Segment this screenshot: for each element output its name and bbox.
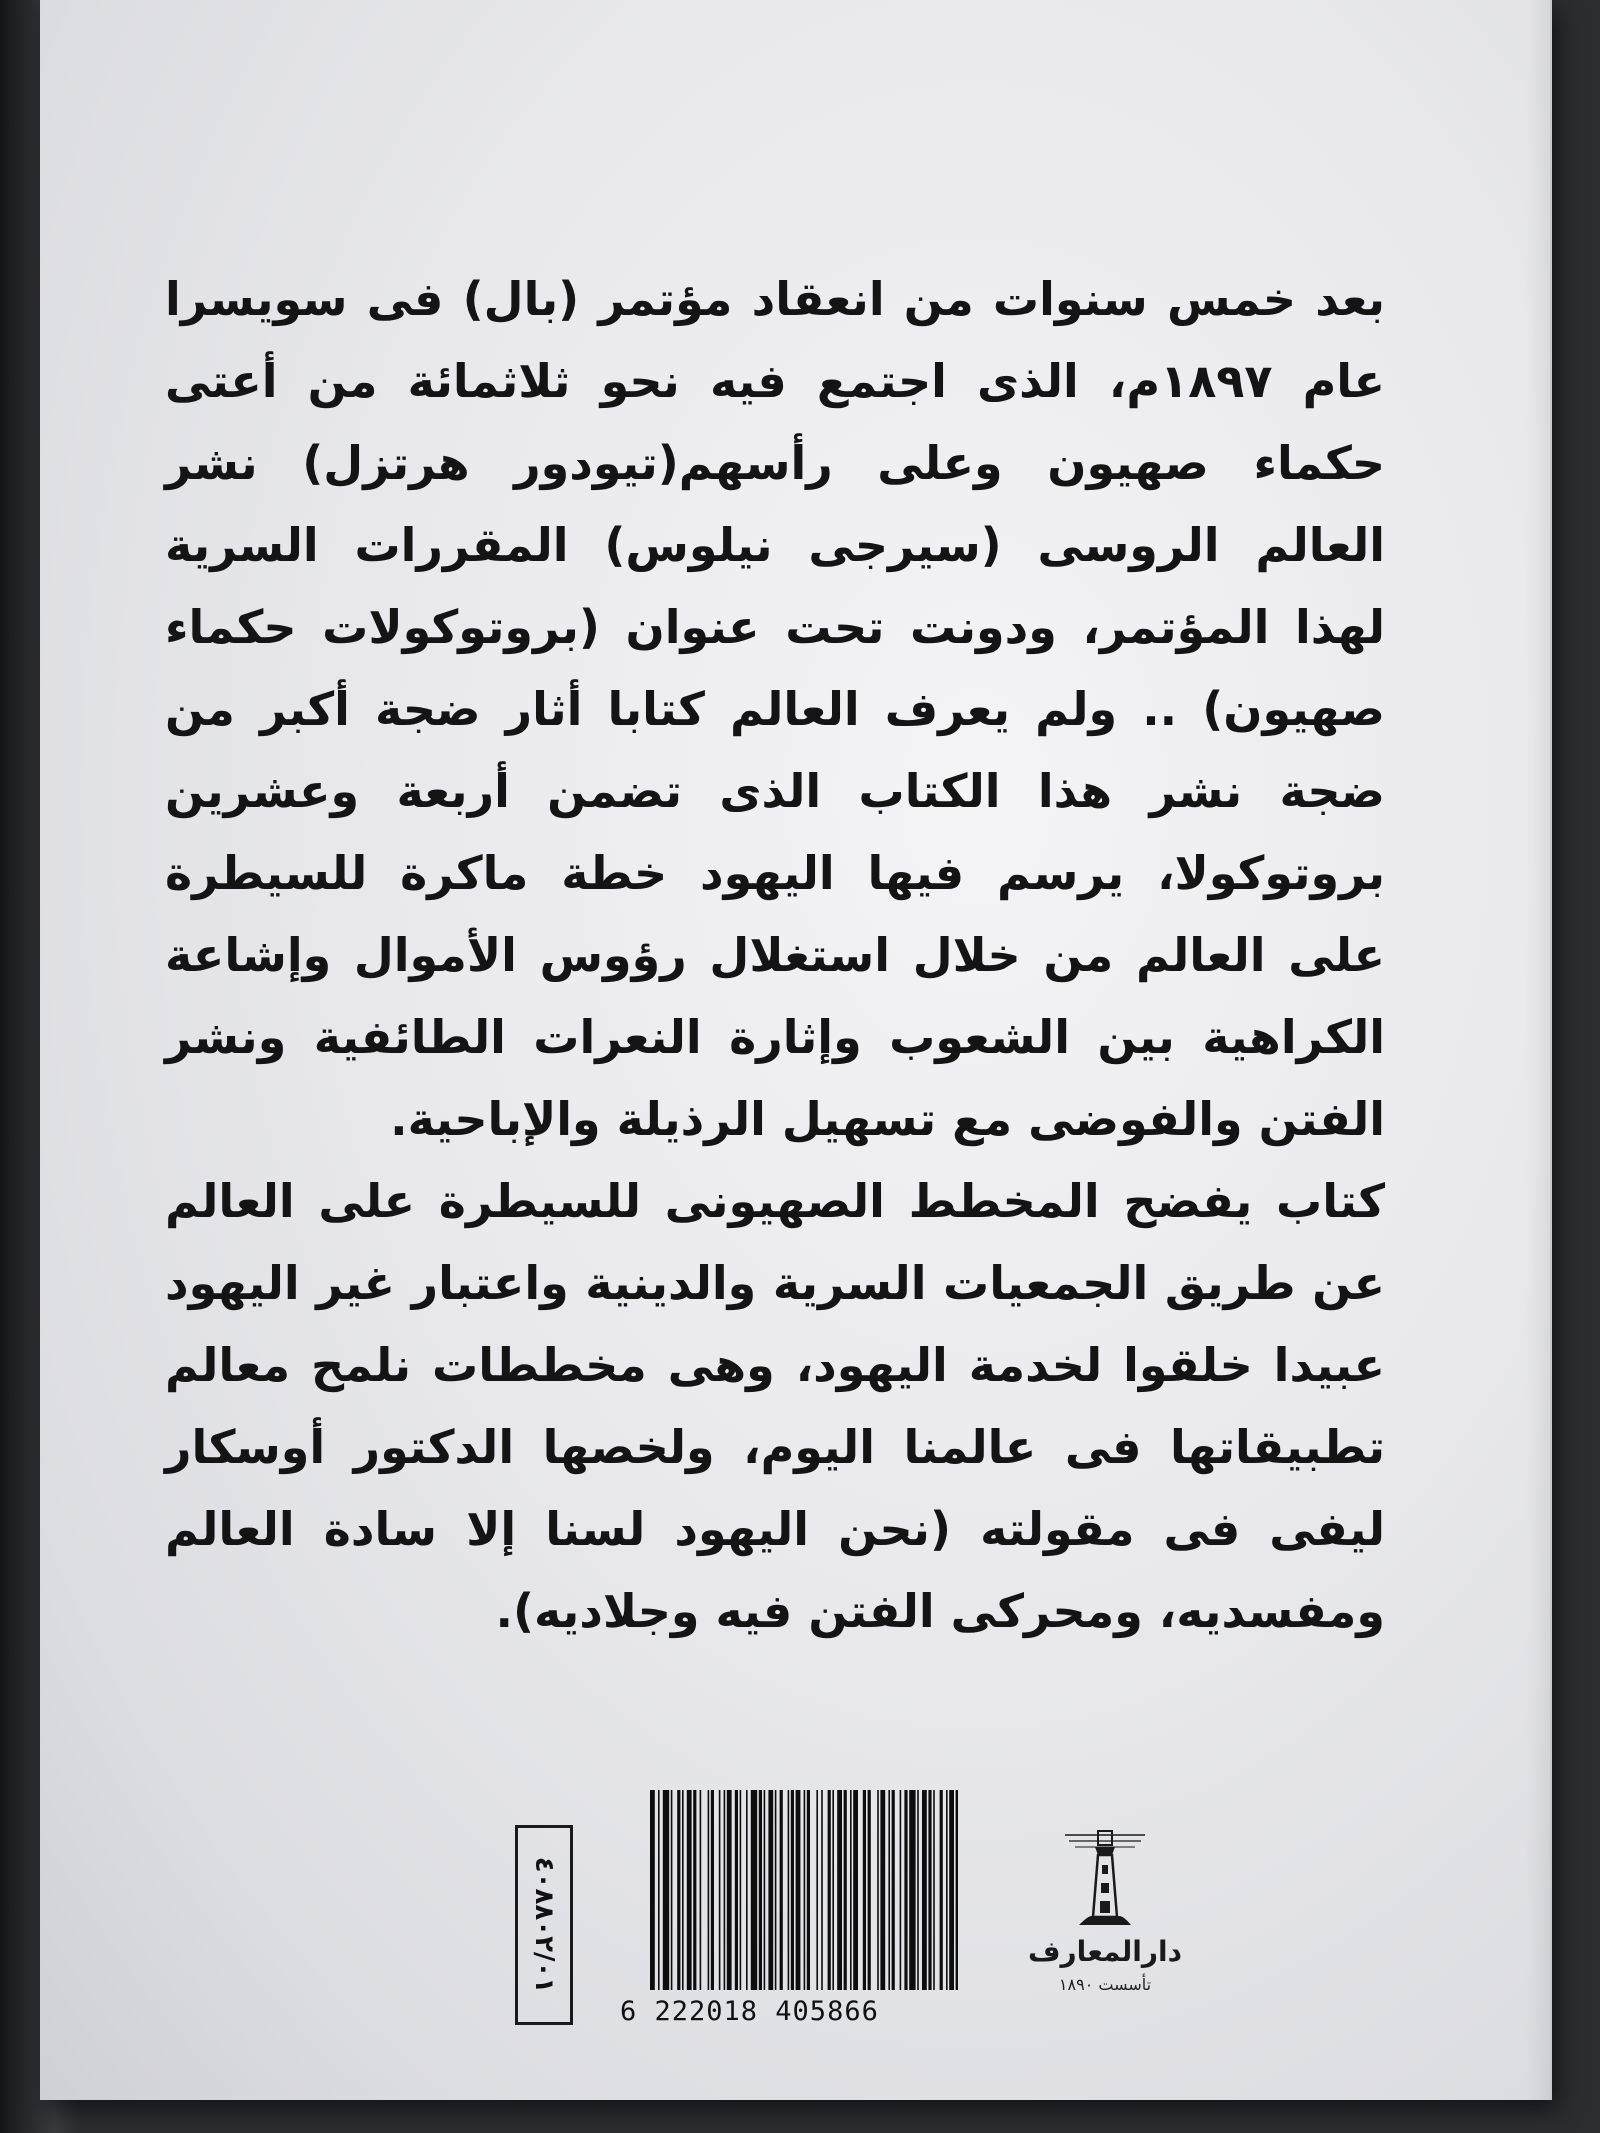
barcode-number: 6 222018 405866 — [620, 1996, 879, 2027]
barcode-bar — [892, 1790, 895, 1990]
barcode-bar — [888, 1790, 890, 1990]
lighthouse-icon — [1065, 1825, 1145, 1935]
publisher-name: دارالمعارف — [1028, 1935, 1182, 1968]
barcode-bar — [946, 1790, 948, 1990]
barcode-bars — [650, 1790, 958, 1990]
cover-edge — [1526, 0, 1550, 2100]
barcode-bar — [877, 1790, 879, 1990]
barcode-bar — [746, 1790, 748, 1990]
barcode-bar — [788, 1790, 790, 1990]
barcode-bar — [904, 1790, 907, 1990]
blurb-paragraph-1: بعد خمس سنوات من انعقاد مؤتمر (بال) فى سويسرا عام ١٨٩٧م، الذى اجتمع فيه نحو ثلاثمائة من أعتى حكماء صهيون وعلى رأسهم(تيودور هرتزل) نشر العالم الروسى (سيرجى نيلوس) المقررات السرية لهذا المؤتمر، ودونت تحت عنوان (بروتوكولات حكماء صهيون) .. ولم يعرف العالم كتابا أثار ضجة أكبر من ضجة نشر هذا الكتاب الذى تضمن أربعة وعشرين بروتوكولا، يرسم فيها اليهود خطة ماكرة للسيطرة على العالم من خلال استغلال رؤوس الأموال وإشاعة الكراهية بين الشعوب وإثارة النعرات الطائفية ونشر الفتن والفوضى مع تسهيل الرذيلة والإباحية. — [165, 272, 1385, 1146]
barcode-bar — [868, 1790, 871, 1990]
publisher-logo — [1015, 1825, 1195, 2015]
barcode-bar — [727, 1790, 732, 1990]
barcode-bar — [863, 1790, 866, 1990]
isbn-barcode — [620, 1790, 958, 2036]
barcode-bar — [807, 1790, 810, 1990]
barcode-bar — [663, 1790, 669, 1990]
barcode-bar — [956, 1790, 958, 1990]
barcode-bar — [933, 1790, 935, 1990]
barcode-bar — [900, 1790, 902, 1990]
barcode-bar — [759, 1790, 762, 1990]
catalog-code: ٤٠٨٨٠٢/٠١ — [529, 1856, 559, 1994]
barcode-bar — [796, 1790, 801, 1990]
barcode-bar — [791, 1790, 794, 1990]
barcode-bar — [700, 1790, 702, 1990]
barcode-bar — [751, 1790, 757, 1990]
barcode-bar — [650, 1790, 655, 1990]
barcode-bar — [949, 1790, 954, 1990]
barcode-bar — [677, 1790, 680, 1990]
barcode-bar — [909, 1790, 915, 1990]
barcode-bar — [821, 1790, 823, 1990]
barcode-bar — [832, 1790, 834, 1990]
barcode-bar — [844, 1790, 847, 1990]
barcode-bar — [682, 1790, 684, 1990]
publisher-established: تأسست ١٨٩٠ — [1058, 1975, 1152, 1994]
barcode-bar — [922, 1790, 927, 1990]
barcode-bar — [711, 1790, 714, 1990]
barcode-bar — [740, 1790, 742, 1990]
barcode-bar — [828, 1790, 831, 1990]
blurb-paragraph-2: كتاب يفضح المخطط الصهيونى للسيطرة على العالم عن طريق الجمعيات السرية والدينية واعتبار غير اليهود عبيدا خلقوا لخدمة اليهود، وهى مخططات نلمح معالم تطبيقاتها فى عالمنا اليوم، ولخصها الدكتور أوسكار ليفى فى مقولته (نحن اليهود لسنا إلا سادة العالم ومفسديه، ومحركى الفتن فيه وجلاديه). — [165, 1174, 1385, 1638]
barcode-bar — [837, 1790, 842, 1990]
barcode-bar — [816, 1790, 818, 1990]
barcode-bar — [853, 1790, 858, 1990]
barcode-bar — [658, 1790, 660, 1990]
barcode-bar — [719, 1790, 721, 1990]
back-cover-blurb — [165, 258, 1385, 1652]
barcode-bar — [693, 1790, 696, 1990]
catalog-code-box — [515, 1825, 573, 2025]
barcode-bar — [708, 1790, 710, 1990]
barcode-bar — [917, 1790, 919, 1990]
barcode-bar — [735, 1790, 738, 1990]
barcode-bar — [880, 1790, 885, 1990]
barcode-bar — [687, 1790, 692, 1990]
barcode-bar — [768, 1790, 773, 1990]
barcode-bar — [804, 1790, 806, 1990]
barcode-bar — [764, 1790, 766, 1990]
barcode-bar — [671, 1790, 673, 1990]
barcode-bar — [775, 1790, 777, 1990]
barcode-bar — [940, 1790, 943, 1990]
barcode-bar — [780, 1790, 783, 1990]
barcode-bar — [850, 1790, 852, 1990]
barcode-bar — [928, 1790, 931, 1990]
barcode-bar — [724, 1790, 726, 1990]
